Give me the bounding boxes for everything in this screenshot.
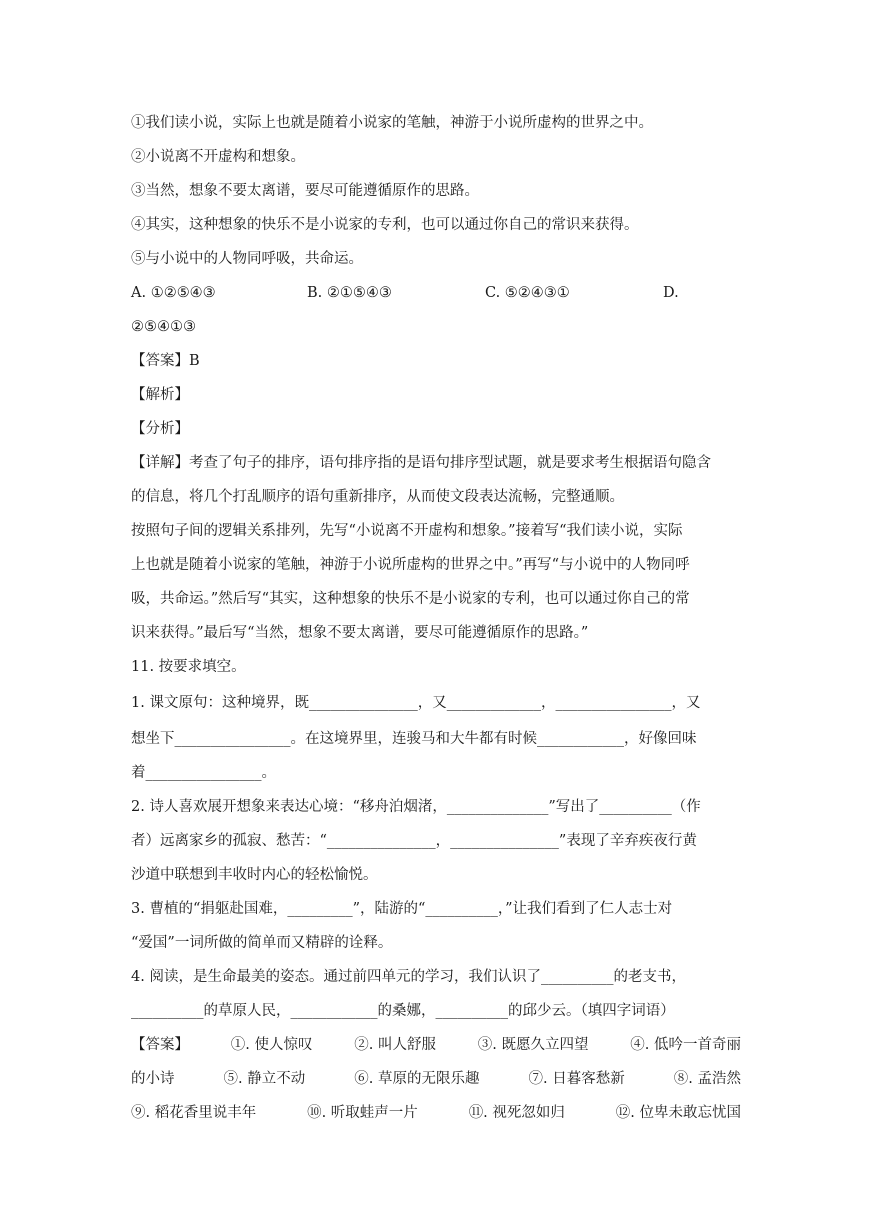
- answer-item: ⑨. 稻花香里说丰年: [131, 1105, 257, 1121]
- option-d-label: D.: [663, 285, 679, 301]
- answer-row-1: [131, 1035, 741, 1055]
- answer-item: ⑪. 视死忽如归: [468, 1105, 565, 1121]
- fenxi-heading: 【分析】: [131, 421, 189, 437]
- answer-item: ②. 叫人舒服: [354, 1037, 436, 1053]
- answer-item: ⑧. 孟浩然: [673, 1071, 741, 1087]
- q11-line-5: 者）远离家乡的孤寂、愁苦：“_______________，_______________”表现了辛弃疾夜行黄: [131, 833, 697, 849]
- option-b: B. ②①⑤④③: [307, 285, 392, 301]
- sentence-5: ⑤与小说中的人物同呼吸，共命运。: [131, 251, 363, 267]
- q11-line-6: 沙道中联想到丰收时内心的轻松愉悦。: [131, 867, 378, 883]
- answer-label: 【答案】: [131, 1037, 189, 1053]
- q11-line-10: __________的草原人民，____________的桑娜，__________的邱少云。（填四字词语）: [131, 1003, 675, 1019]
- answer-row-2: [131, 1069, 741, 1089]
- q11-line-2: 想坐下________________。在这境界里，连骏马和大牛都有时候____________，好像回味: [131, 731, 697, 747]
- q11-line-7: 3. 曹植的“捐躯赴国难，_________”，陆游的“__________，”让我们看到了仁人志士对: [131, 901, 673, 917]
- option-d-value: ②⑤④①③: [131, 319, 196, 335]
- q11-line-3: 着________________。: [131, 765, 276, 781]
- q11-line-9: 4. 阅读，是生命最美的姿态。通过前四单元的学习，我们认识了__________的老支书，: [131, 969, 686, 985]
- sentence-4: ④其实，这种想象的快乐不是小说家的专利，也可以通过你自己的常识来获得。: [131, 217, 639, 233]
- detail-line-2: 的信息，将几个打乱顺序的语句重新排序，从而使文段表达流畅，完整通顺。: [131, 489, 624, 505]
- answer-item: ④. 低吟一首奇丽: [630, 1037, 741, 1053]
- option-a: A. ①②⑤④③: [131, 285, 216, 301]
- detail-line-3: 按照句子间的逻辑关系排列，先写“小说离不开虚构和想象。”接着写“我们读小说，实际: [131, 523, 683, 539]
- answer-item: ①. 使人惊叹: [230, 1037, 313, 1053]
- detail-line-4: 上也就是随着小说家的笔触，神游于小说所虚构的世界之中。”再写“与小说中的人物同呼: [131, 557, 690, 573]
- answer-item: ⑫. 位卑未敢忘忧国: [615, 1105, 741, 1121]
- answer-item: ③. 既愿久立四望: [477, 1037, 589, 1053]
- answer-item: ⑦. 日暮客愁新: [528, 1071, 625, 1087]
- answer-item: 的小诗: [131, 1071, 175, 1087]
- detail-line-5: 吸，共命运。”然后写“其实，这种想象的快乐不是小说家的专利，也可以通过你自己的常: [131, 591, 690, 607]
- sentence-3: ③当然，想象不要太离谱，要尽可能遵循原作的思路。: [131, 183, 479, 199]
- q11-line-1: 1. 课文原句：这种境界，既_______________，又_____________，________________，又: [131, 695, 701, 711]
- q11-line-8: “爱国”一词所做的简单而又精辟的诠释。: [131, 935, 393, 951]
- answer-item: ⑩. 听取蛙声一片: [307, 1105, 418, 1121]
- answer-row-3: [131, 1103, 741, 1123]
- answer-item: ⑥. 草原的无限乐趣: [354, 1071, 480, 1087]
- analysis-heading: 【解析】: [131, 387, 189, 403]
- detail-line-1: 【详解】考查了句子的排序，语句排序指的是语句排序型试题，就是要求考生根据语句隐含: [131, 455, 711, 471]
- q11-line-4: 2. 诗人喜欢展开想象来表达心境：“移舟泊烟渚，______________”写出了__________（作: [131, 799, 701, 815]
- answer-item: ⑤. 静立不动: [223, 1071, 306, 1087]
- option-c: C. ⑤②④③①: [485, 285, 570, 301]
- sentence-1: ①我们读小说，实际上也就是随着小说家的笔触，神游于小说所虚构的世界之中。: [131, 115, 653, 131]
- question-11-title: 11. 按要求填空。: [131, 659, 246, 675]
- detail-line-6: 识来获得。”最后写“当然，想象不要太离谱，要尽可能遵循原作的思路。”: [131, 625, 589, 641]
- answer-10: 【答案】B: [131, 353, 200, 369]
- sentence-2: ②小说离不开虚构和想象。: [131, 149, 305, 165]
